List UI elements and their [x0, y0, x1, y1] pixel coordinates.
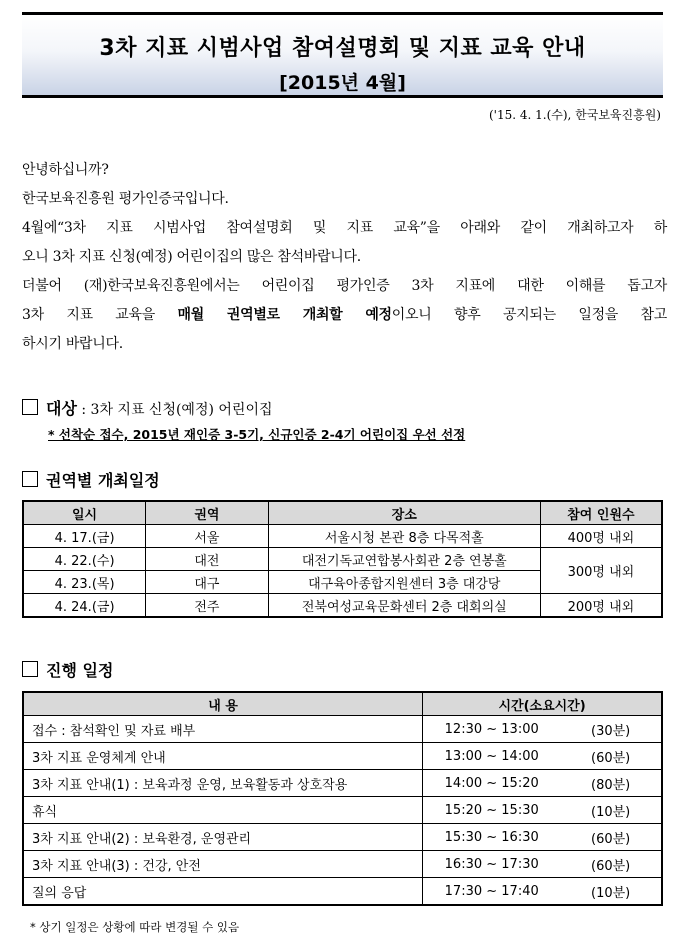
cell-date: 4. 23.(목) [23, 571, 146, 594]
cell-date: 4. 24.(금) [23, 594, 146, 618]
table-row [23, 594, 662, 618]
table-row [23, 743, 662, 770]
table-row [23, 716, 662, 743]
table-header-row [23, 501, 662, 525]
program-note: * 상기 일정은 상황에 따라 변경될 수 있음 [30, 920, 240, 934]
table-row [23, 824, 662, 851]
intro-line-3a: 4월에“3차 지표 시범사업 참여설명회 및 지표 교육”을 아래와 같이 개최하고자 하 [22, 220, 667, 236]
program-table [22, 691, 663, 906]
table-row [23, 878, 662, 906]
table-row [23, 851, 662, 878]
col-header-capacity: 참여 인원수 [540, 501, 662, 525]
cell-place: 대구육아종합지원센터 3층 대강당 [268, 571, 540, 594]
section-target-colon: : [76, 402, 91, 418]
intro-paragraph [22, 156, 667, 359]
document-title: 3차 지표 시범사업 참여설명회 및 지표 교육 안내 [99, 36, 586, 61]
document-subtitle: [2015년 4월] [279, 72, 406, 94]
cell-date: 4. 17.(금) [23, 525, 146, 548]
checkbox-square-icon [22, 399, 38, 415]
cell-duration: (10분) [560, 797, 662, 824]
cell-content: 3차 지표 안내(2) : 보육환경, 운영관리 [23, 824, 423, 851]
intro-4b-pre: 3차 지표 교육을 [22, 307, 178, 323]
col-header-date: 일시 [23, 501, 146, 525]
section-schedule [22, 468, 160, 491]
target-note: * 선착순 접수, 2015년 재인증 3-5기, 신규인증 2-4기 어린이집 우선 선정 [48, 427, 466, 442]
table-row [23, 797, 662, 824]
table-header-row [23, 692, 662, 716]
cell-duration: (30분) [560, 716, 662, 743]
table-row [23, 548, 662, 571]
table-row [23, 770, 662, 797]
schedule-table [22, 500, 663, 618]
cell-capacity: 300명 내외 [540, 548, 662, 594]
greeting: 안녕하십니까? [22, 162, 109, 178]
cell-region: 대구 [146, 571, 269, 594]
checkbox-square-icon [22, 471, 38, 487]
cell-time: 15:30 ~ 16:30 [423, 824, 561, 851]
intro-line-4b [22, 301, 667, 330]
cell-date: 4. 22.(수) [23, 548, 146, 571]
intro-line-4c: 하시기 바랍니다. [22, 336, 123, 352]
intro-line-3b: 오니 3차 지표 신청(예정) 어린이집의 많은 참석바랍니다. [22, 249, 361, 265]
cell-time: 13:00 ~ 14:00 [423, 743, 561, 770]
cell-content: 휴식 [23, 797, 423, 824]
section-program-heading: 진행 일정 [46, 661, 114, 680]
section-target-heading: 대상 [46, 399, 77, 418]
col-header-region: 권역 [146, 501, 269, 525]
cell-time: 14:00 ~ 15:20 [423, 770, 561, 797]
col-header-place: 장소 [268, 501, 540, 525]
cell-content: 3차 지표 운영체계 안내 [23, 743, 423, 770]
cell-content: 질의 응답 [23, 878, 423, 906]
cell-time: 17:30 ~ 17:40 [423, 878, 561, 906]
issue-date: ('15. 4. 1.(수), 한국보육진흥원) [488, 108, 661, 122]
cell-time: 16:30 ~ 17:30 [423, 851, 561, 878]
intro-4b-emphasis: 매월 권역별로 개최할 예정 [177, 307, 392, 323]
sender-line: 한국보육진흥원 평가인증국입니다. [22, 191, 229, 207]
cell-content: 접수 : 참석확인 및 자료 배부 [23, 716, 423, 743]
section-schedule-heading: 권역별 개최일정 [46, 471, 160, 490]
intro-line-4a: 더불어 (재)한국보육진흥원에서는 어린이집 평가인증 3차 지표에 대한 이해를 돕고자 [22, 278, 667, 294]
table-row [23, 525, 662, 548]
title-banner [22, 12, 663, 98]
cell-time: 15:20 ~ 15:30 [423, 797, 561, 824]
cell-region: 전주 [146, 594, 269, 618]
cell-content: 3차 지표 안내(3) : 건강, 안전 [23, 851, 423, 878]
cell-region: 서울 [146, 525, 269, 548]
section-target [22, 396, 273, 419]
cell-duration: (60분) [560, 851, 662, 878]
intro-4b-post: 이오니 향후 공지되는 일정을 참고 [391, 307, 667, 323]
section-program [22, 658, 113, 681]
cell-capacity: 400명 내외 [540, 525, 662, 548]
cell-content: 3차 지표 안내(1) : 보육과정 운영, 보육활동과 상호작용 [23, 770, 423, 797]
cell-capacity: 200명 내외 [540, 594, 662, 618]
cell-time: 12:30 ~ 13:00 [423, 716, 561, 743]
cell-duration: (80분) [560, 770, 662, 797]
col-header-content: 내 용 [23, 692, 423, 716]
cell-place: 전북여성교육문화센터 2층 대회의실 [268, 594, 540, 618]
section-target-value: 3차 지표 신청(예정) 어린이집 [90, 402, 273, 418]
cell-duration: (10분) [560, 878, 662, 906]
cell-region: 대전 [146, 548, 269, 571]
cell-duration: (60분) [560, 824, 662, 851]
cell-place: 대전기독교연합봉사회관 2층 연봉홀 [268, 548, 540, 571]
cell-place: 서울시청 본관 8층 다목적홀 [268, 525, 540, 548]
cell-duration: (60분) [560, 743, 662, 770]
col-header-time: 시간(소요시간) [423, 692, 662, 716]
checkbox-square-icon [22, 661, 38, 677]
